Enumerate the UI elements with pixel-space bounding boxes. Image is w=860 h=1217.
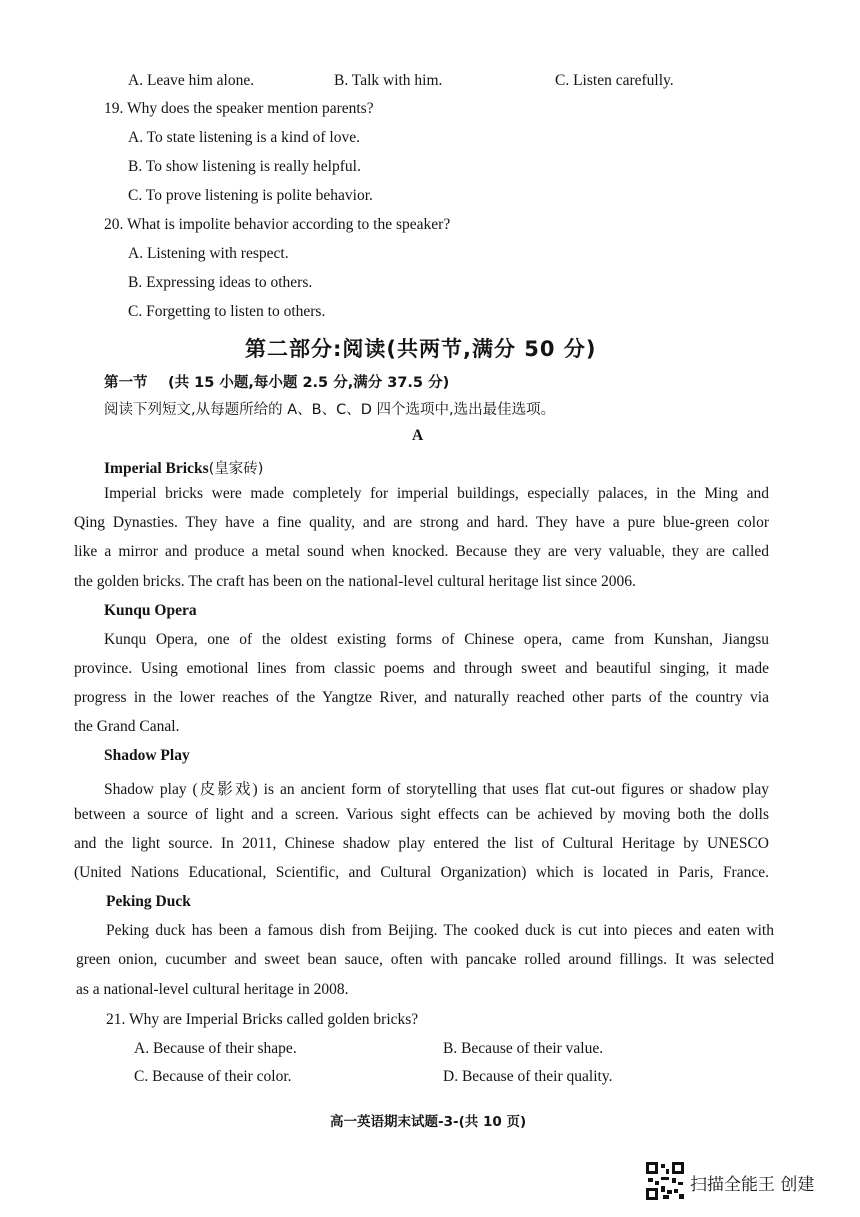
shadow-line-1: Shadow play (皮影戏) is an ancient form of storytelling that uses flat cut-out figures or shadow play [104,781,769,798]
q19-option-a: A. To state listening is a kind of love. [128,129,360,146]
q21-option-d: D. Because of their quality. [443,1068,613,1085]
imperial-heading-cn: (皇家砖) [208,461,264,477]
imperial-line-1: Imperial bricks were made completely for imperial buildings, especially palaces, in the Ming and [104,485,769,502]
scanner-watermark: 扫描全能王 创建 [690,1175,815,1195]
q21-option-b: B. Because of their value. [443,1040,604,1057]
duck-line-1: Peking duck has been a famous dish from Beijing. The cooked duck is cut into pieces and eaten with [106,922,774,939]
duck-heading: Peking Duck [106,893,191,910]
kunqu-line-4: the Grand Canal. [74,718,180,735]
shadow-heading: Shadow Play [104,747,190,764]
shadow-line-4: (United Nations Educational, Scientific, and Cultural Organization) which is located in Paris, France. [74,864,769,881]
kunqu-line-3: progress in the lower reaches of the Yangtze River, and naturally reached other parts of the country via [74,689,769,706]
qr-code-icon [646,1162,684,1200]
shadow-line-2: between a source of light and a screen. Various sight effects can be achieved by moving both the dolls [74,806,769,823]
kunqu-line-2: province. Using emotional lines from classic poems and through sweet and beautiful singing, it made [74,660,769,677]
q19-question: 19. Why does the speaker mention parents? [104,100,374,117]
passage-letter: A [412,427,424,444]
imperial-line-3: like a mirror and produce a metal sound when knocked. Because they are very valuable, they are called [74,543,769,560]
q20-question: 20. What is impolite behavior according to the speaker? [104,216,451,233]
section1-label: 第一节 [104,375,148,391]
q20-option-b: B. Expressing ideas to others. [128,274,313,291]
kunqu-heading: Kunqu Opera [104,602,197,619]
kunqu-line-1: Kunqu Opera, one of the oldest existing forms of Chinese opera, came from Kunshan, Jiangsu [104,631,769,648]
imperial-line-2: Qing Dynasties. They have a fine quality, and are strong and hard. They have a pure blue-green color [74,514,769,531]
imperial-line-4: the golden bricks. The craft has been on the national-level cultural heritage list since 2006. [74,573,636,590]
q21-question: 21. Why are Imperial Bricks called golden bricks? [106,1011,419,1028]
q19-option-c: C. To prove listening is polite behavior. [128,187,373,204]
page-footer: 高一英语期末试题-3-(共 10 页) [330,1114,527,1130]
section1-note: (共 15 小题,每小题 2.5 分,满分 37.5 分) [168,375,450,391]
duck-line-3: as a national-level cultural heritage in 2008. [76,981,349,998]
q21-option-a: A. Because of their shape. [134,1040,297,1057]
q20-option-a: A. Listening with respect. [128,245,289,262]
reading-instructions: 阅读下列短文,从每题所给的 A、B、C、D 四个选项中,选出最佳选项。 [104,402,556,418]
q18-option-a: A. Leave him alone. [128,72,255,89]
shadow-line-3: and the light source. In 2011, Chinese shadow play entered the list of Cultural Heritage by UNESCO [74,835,769,852]
q18-option-b: B. Talk with him. [334,72,443,89]
imperial-heading: Imperial Bricks [104,460,209,477]
q18-option-c: C. Listen carefully. [555,72,674,89]
part2-title: 第二部分:阅读(共两节,满分 50 分) [245,337,597,361]
q19-option-b: B. To show listening is really helpful. [128,158,361,175]
duck-line-2: green onion, cucumber and sweet bean sauce, often with pancake rolled around fillings. It was selected [76,951,774,968]
q21-option-c: C. Because of their color. [134,1068,292,1085]
imperial-heading-row [104,457,263,478]
q20-option-c: C. Forgetting to listen to others. [128,303,326,320]
